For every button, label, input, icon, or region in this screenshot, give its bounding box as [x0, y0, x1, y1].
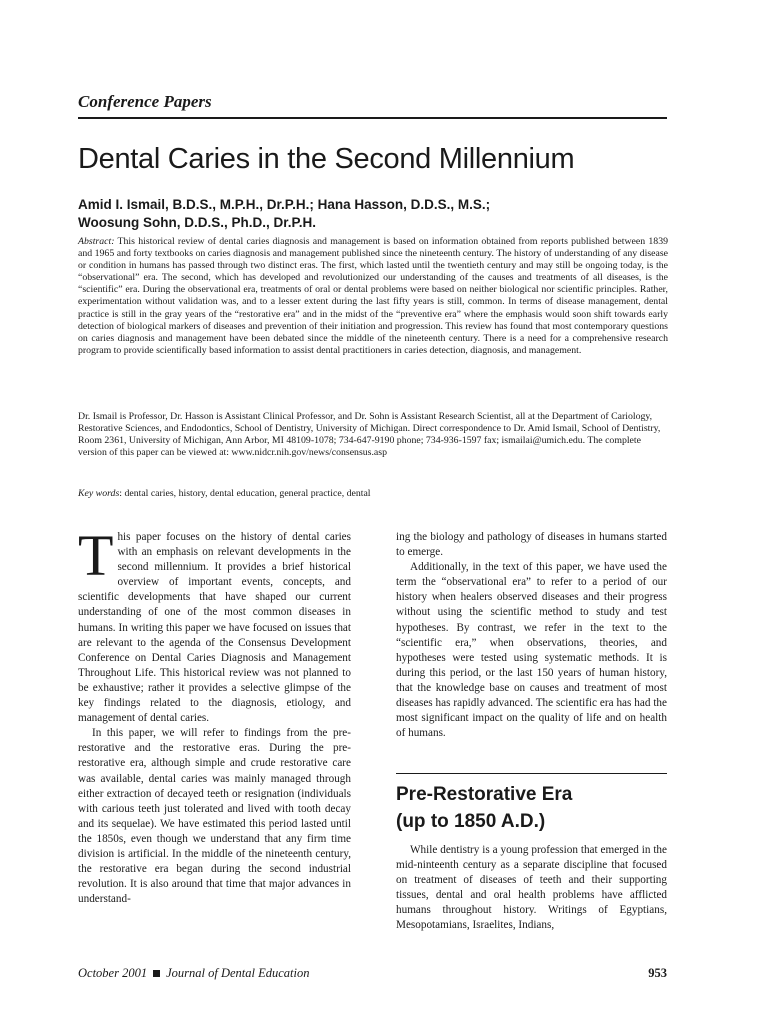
page-number: 953: [648, 966, 667, 980]
body-paragraph-2: In this paper, we will refer to findings from the pre-restorative and the restorative eras. During the pre-restorative era, although simple and crude restorative care was available, dental caries was mainly managed through either extraction of decayed teeth or resignation (individuals with carious teeth just tolerated and lived with tooth decay and its sequelae). We have estimated this period lasted until the 1850s, even though we understand that any firm time division is artificial. In the middle of the nineteenth century, the restorative era began during the second industrial revolution. It is also around that time that major advances in understand-: [78, 727, 351, 906]
authors-line-1: Amid I. Ismail, B.D.S., M.P.H., Dr.P.H.; Hana Hasson, D.D.S., M.S.;: [78, 197, 491, 212]
authors-line-2: Woosung Sohn, D.D.S., Ph.D., Dr.P.H.: [78, 215, 317, 230]
body-paragraph-4: Additionally, in the text of this paper, we have used the term the “observational era” to refer to a period of our history when healers observed diseases and their progress without using the scientific method to study and test hypotheses. By contrast, we refer in the text to the “scientific era,” when observations, theories, and hypotheses were tested using systematic methods. It is during this period, or the last 150 years of human history, that the knowledge base on causes and treatment of most diseases has rapidly advanced. The scientific era has had the most significant impact on the quality of life and on health of humans.: [396, 561, 667, 740]
keywords: [78, 488, 668, 500]
author-affiliation: Dr. Ismail is Professor, Dr. Hasson is Assistant Clinical Professor, and Dr. Sohn is Assistant Research Scientist, all at the Department of Cariology, Restorative Sciences, and Endodontics, School of Dentistry, University of Michigan. Direct correspondence to Dr. Amid Ismail, School of Dentistry, Room 2361, University of Michigan, Ann Arbor, MI 48109-1078; 734-647-9190 phone; 734-936-1597 fax; ismailai@umich.edu. The complete version of this paper can be viewed at: www.nidcr.nih.gov/news/consensus.asp: [78, 411, 661, 459]
section-heading-line-1: Pre-Restorative Era: [396, 784, 573, 805]
article-title: Dental Caries in the Second Millennium: [78, 143, 575, 175]
body-paragraph-1-text: his paper focuses on the history of dental caries with an emphasis on relevant developments in the second millennium. It provides a brief historical overview of important events, concepts, and scientific developments that have shaped our current understanding of one of the most common diseases in humans. In writing this paper we have focused on issues that are relevant to the agenda of the Consensus Development Conference on Dental Caries Diagnosis and Management Throughout Life. This historical review was not planned to be exhaustive; rather it provides a selective glimpse of the key findings related to the diagnosis, etiology, and management of dental caries.: [78, 531, 351, 725]
section-rule: [396, 773, 667, 774]
footer-separator-icon: [153, 970, 160, 977]
keywords-label: Key words: [78, 488, 120, 499]
body-paragraph-3: ing the biology and pathology of diseases in humans started to emerge.: [396, 531, 667, 559]
author-list: [78, 196, 668, 232]
body-column-left: [78, 523, 351, 907]
footer-journal: Journal of Dental Education: [166, 966, 310, 980]
keywords-text: : dental caries, history, dental education, general practice, dental: [119, 488, 371, 499]
abstract-text: This historical review of dental caries diagnosis and management is based on information obtained from reports published between 1839 and 1965 and forty textbooks on caries diagnosis and management published since the nineteenth century. The history of understanding of any disease or condition in humans has passed through two distinct eras. The first, which lasted until the twentieth century and may still be ongoing today, is the “observational” era. The second, which has developed and revolutionized our understanding of the causes and treatments of all diseases, is the “scientific” era. During the observational era, treatments of oral or dental problems were based on neither biological nor scientific principles. Rather, experimentation without validation was, and to a lesser extent during the last fifty years is still, common. In terms of disease management, dental practice is still in the gray years of the “restorative era” and in the midst of the “preventive era” where the emphasis would soon shift towards early detection of biological markers of diseases and prevention of their initiation and progression. This review has found that most contemporary questions on caries diagnosis and management have been debated since the middle of the nineteenth century. There is a need for a comprehensive research program to provide scientifically based information to assist dental practitioners in caries detection, diagnosis, and management.: [78, 236, 668, 356]
drop-cap: T: [78, 523, 114, 588]
section-heading: [396, 781, 667, 835]
abstract: [78, 236, 668, 357]
header-rule: [78, 117, 667, 119]
section-label: Conference Papers: [78, 92, 212, 111]
body-column-right: [396, 530, 667, 741]
page-footer: [78, 966, 667, 981]
body-column-right-continued: [396, 843, 667, 934]
body-paragraph-5: While dentistry is a young profession that emerged in the mid-ninteenth century as a separate discipline that focused on treatment of diseases of teeth and their supporting tissues, dental and oral health problems have afflicted humans throughout history. Writings of Egyptians, Mesopotamians, Israelites, Indians,: [396, 844, 667, 932]
abstract-label: Abstract:: [78, 236, 115, 247]
section-heading-line-2: (up to 1850 A.D.): [396, 811, 546, 832]
footer-date: October 2001: [78, 966, 148, 980]
body-paragraph-1: [78, 523, 351, 726]
